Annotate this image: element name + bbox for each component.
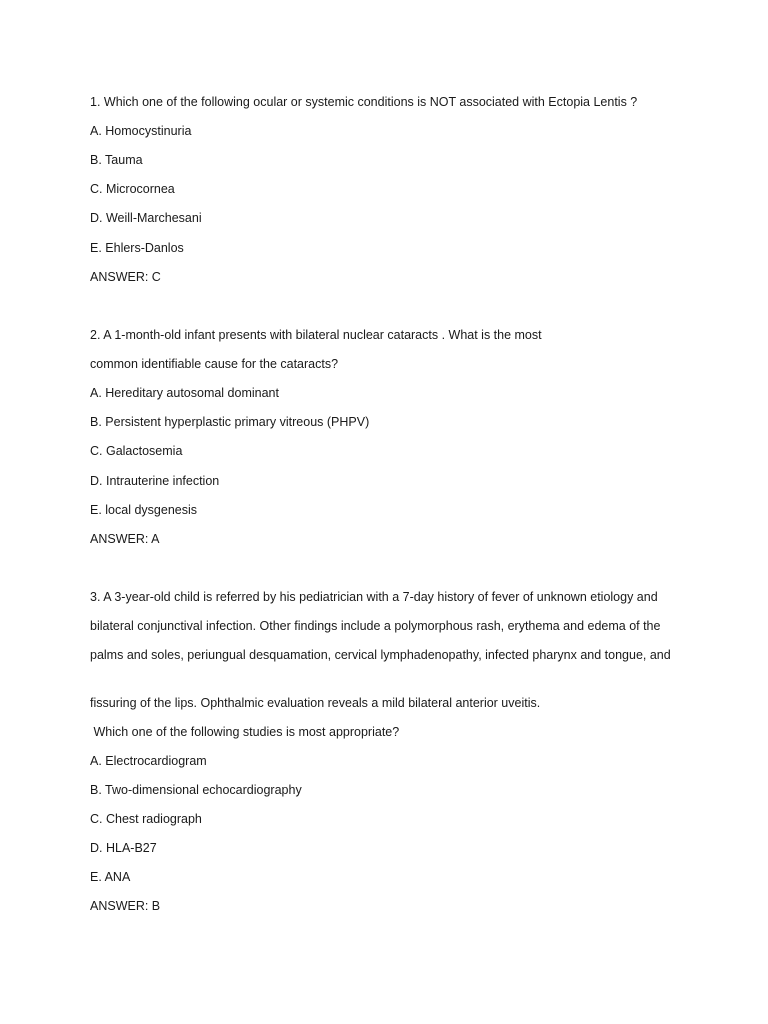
question-2-answer: ANSWER: A [90,532,160,546]
question-3-stem-line-4: fissuring of the lips. Ophthalmic evaluation reveals a mild bilateral anterior uveitis. [90,696,541,710]
question-2-stem-line-2: common identifiable cause for the cataracts? [90,357,339,371]
question-3-option-a: A. Electrocardiogram [90,754,207,768]
question-3-option-c: C. Chest radiograph [90,812,202,826]
question-3-option-b: B. Two-dimensional echocardiography [90,783,302,797]
question-1-option-c: C. Microcornea [90,182,175,196]
question-1-option-a: A. Homocystinuria [90,124,192,138]
question-1-option-b: B. Tauma [90,153,143,167]
question-3-stem-line-5: Which one of the following studies is most appropriate? [90,725,400,739]
question-2-option-d: D. Intrauterine infection [90,474,220,488]
question-1-answer: ANSWER: C [90,270,161,284]
question-2-option-e: E. local dysgenesis [90,503,198,517]
question-1-option-e: E. Ehlers-Danlos [90,241,184,255]
question-3-answer: ANSWER: B [90,899,161,913]
question-1-stem-line-1: 1. Which one of the following ocular or systemic conditions is NOT associated with Ectopia Lentis ? [90,95,638,109]
question-2-option-b: B. Persistent hyperplastic primary vitreous (PHPV) [90,415,370,429]
question-1-option-d: D. Weill-Marchesani [90,211,202,225]
question-2-option-c: C. Galactosemia [90,444,183,458]
question-3-option-e: E. ANA [90,870,131,884]
question-3-stem-line-2: bilateral conjunctival infection. Other findings include a polymorphous rash, erythema and edema of the [90,619,661,633]
question-3-stem-line-1: 3. A 3-year-old child is referred by his pediatrician with a 7-day history of fever of unknown etiology and [90,590,658,604]
question-3-option-d: D. HLA-B27 [90,841,157,855]
question-2-stem-line-1: 2. A 1-month-old infant presents with bilateral nuclear cataracts . What is the most [90,328,542,342]
question-3-stem-line-3: palms and soles, periungual desquamation, cervical lymphadenopathy, infected pharynx and tongue, and [90,648,671,662]
question-2-option-a: A. Hereditary autosomal dominant [90,386,279,400]
